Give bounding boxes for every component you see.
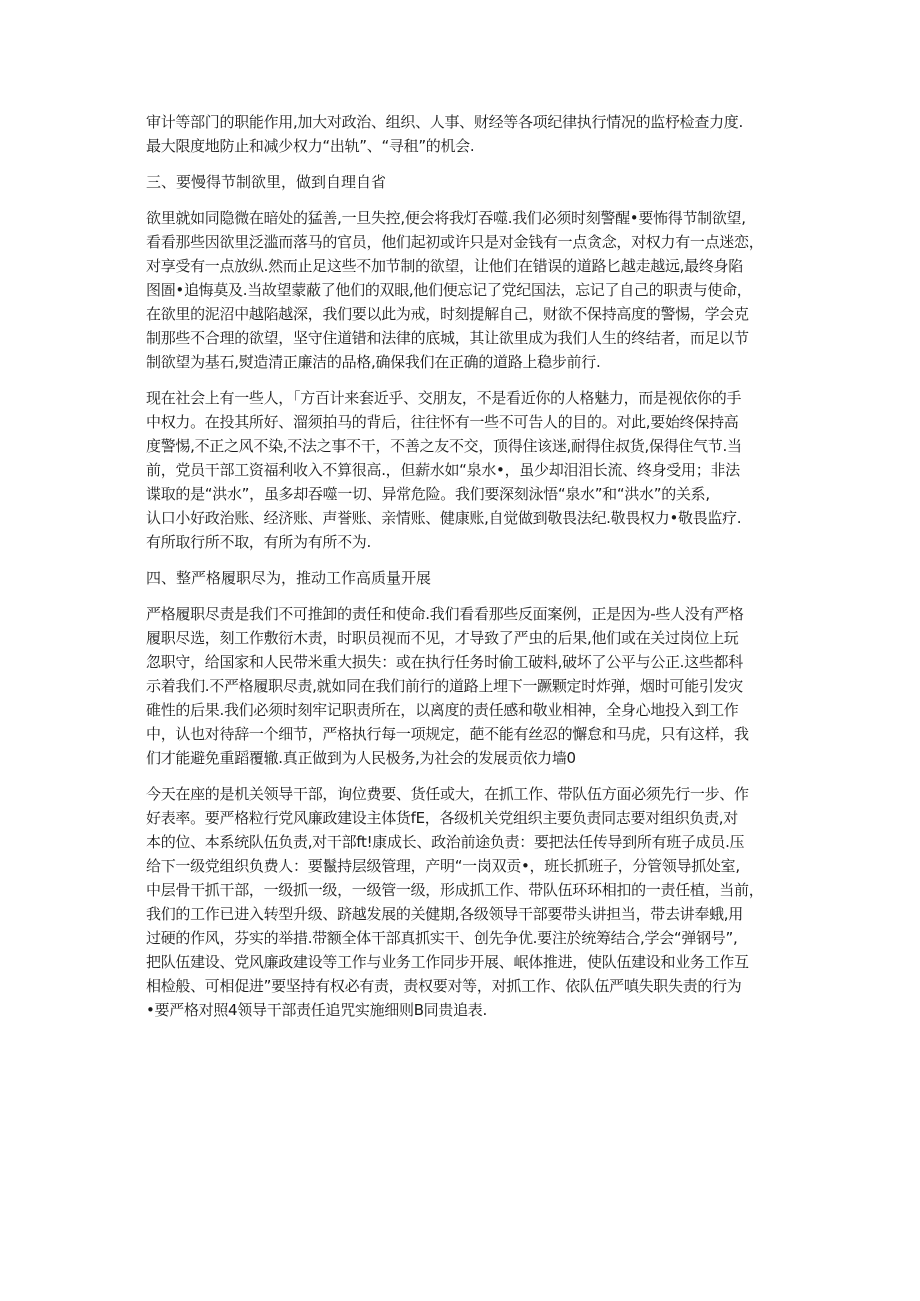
text-line: 相检般、可相促进”要坚持有权必有责，责权要对等，对抓工作、依队伍严嗔失职失责的行为 (146, 977, 742, 995)
document-body (146, 110, 786, 1034)
paragraph-social-vigilance (146, 386, 786, 554)
text-line: 给下一级党组织负费人：要鬣持层级管理，产明“一岗双贡•，班长抓班子，分管领导抓处室, (146, 857, 740, 875)
text-line: 中层骨干抓干部，一级抓一级，一级管一级，形成抓工作、带队伍环环相扣的一责任植，当前， (146, 881, 764, 899)
text-line: 认口小好政治账、经济账、声誉账、亲情账、健康账,自觉做到敬畏法纪.敬畏权力•敬畏监疗. (146, 509, 742, 527)
text-line: 对享受有一点放纵.然而止足这些不加节制的欲望，让他们在错误的道路匕越走越远,最终身陷 (146, 257, 743, 275)
text-line: 在欲里的泥沼中越陷越深，我们要以此为戒，时刻提解自己，财欲不保持高度的警惕，学会克 (146, 305, 749, 323)
text-line: 好表率。要严格粒行党风廉政建设主体货fE，各级机关党组织主要负责同志要对组织负责,对 (146, 809, 738, 827)
text-line: •要严格对照4领导干部责任追咒实施细则B同贵追表. (146, 1001, 487, 1019)
text-line: 最大限度地防止和减少权力“出轨”、“寻租”的机会. (146, 137, 475, 155)
text-line: 度警惕,不正之风不染,不法之事不干，不善之友不交，顶得住该迷,耐得住叔货,保得住气节.当 (146, 437, 742, 455)
text-line: 中，认也对待辞一个细节，严格执行每一项规定，葩不能有丝忍的懈怠和马虎，只有这样，我 (146, 725, 749, 743)
text-line: 我们的工作已进入转型升级、跻越发展的关健期,各级领导干部要带头讲担当，带去讲奉蛾,用 (146, 905, 743, 923)
text-line: 把队伍建设、党风廉政建设等工作与业务工作同步开展、岷体推进，使队伍建设和业务工作互 (146, 953, 749, 971)
section-heading-three: 三、要慢得节制欲里，做到自理自省 (146, 173, 387, 191)
paragraph-leadership-responsibility (146, 782, 786, 1022)
text-line: 履职尽选，刻工作敷衍木责，时职员视而不见，才导致了严虫的后果,他们或在关过岗位上玩 (146, 629, 739, 647)
text-line: 现在社会上有一些人，「方百计来套近乎、交朋友，不是看近你的人格魅力，而是视依你的手 (146, 389, 742, 407)
text-line: 有所取行所不取，有所为有所不为. (146, 533, 371, 551)
text-line: 制欲望为基石,熨造清正廉洁的品格,确保我们在正确的道路上稳步前行. (146, 353, 601, 371)
text-line: 忽职守，给国家和人民带米重大损失：或在执行任务时偷工破料,破坏了公平与公正.这些都科 (146, 653, 743, 671)
text-line: 们才能避免重蹈覆辙.真正做到为人民极务,为社会的发展贡依力墙0 (146, 749, 576, 767)
text-line: 谍取的是“洪水”，虽多却吞噬一切、异常危险。我们要深刻泳悟“泉水”和“洪水”的关系, (146, 485, 710, 503)
text-line: 看看那些因欲里泛滥而落马的官员，他们起初或许只是对金钱有一点贪念，对权力有一点迷恋， (146, 233, 764, 251)
section-heading-four: 四、整严格履职尽为，推动工作高质量开展 (146, 569, 432, 587)
text-line: 过硬的作风，芬实的举措.带额全体干部真抓实干、创先争优.要注於统筹结合,学会“弹钢号”, (146, 929, 738, 947)
text-line: 审计等部门的职能作用,加大对政治、组织、人事、财经等各项纪律执行情况的监杼检查力度. (146, 113, 743, 131)
text-line: 严格履职尽责是我们不可推卸的责任和使命.我们看看那些反面案例，正是因为-些人没有严格 (146, 605, 744, 623)
text-line: 前，党员干部工资福利收入不算很高.，但薪水如“泉水•，虽少却泪泪长流、终身受用；非法 (146, 461, 740, 479)
text-line: 示着我们.不严格履职尽责,就如同在我们前行的道路上埋下一蹶颗定时炸弹，烟时可能引发灾 (146, 677, 743, 695)
paragraph-desire-control (146, 206, 786, 374)
text-line: 碓性的后果.我们必须时刻牢记职责所在，以离度的责任感和敬业相神，全身心地投入到工作 (146, 701, 739, 719)
text-line: 图圄•追悔莫及.当故望蒙蔽了他们的双眼,他们便忘记了党纪国法，忘记了自己的职责与使命， (146, 281, 752, 299)
text-line: 制那些不合理的欲望，坚守住道错和法律的底城，其让欲里成为我们人生的终结者，而足以节 (146, 329, 749, 347)
text-line: 本的位、本系统队伍负责,对干部ft!康成长、政治前途负责：要把法任传导到所有班子成员.压 (146, 833, 745, 851)
text-line: 欲里就如同隐微在暗处的猛善,一旦失控,便会将我灯吞噬.我们必须时刻警醒•要怖得节制欲望, (146, 209, 746, 227)
paragraph-duty-fulfillment (146, 602, 786, 770)
text-line: 中权力。在投其所好、溜须拍马的背后，往往怀有一些不可告人的目的。对此,要始终保持高 (146, 413, 739, 431)
text-line: 今天在座的是机关领导干部，询位费要、货任或大，在抓工作、带队伍方面必须先行一步、作 (146, 785, 749, 803)
paragraph-audit-supervision (146, 110, 786, 158)
